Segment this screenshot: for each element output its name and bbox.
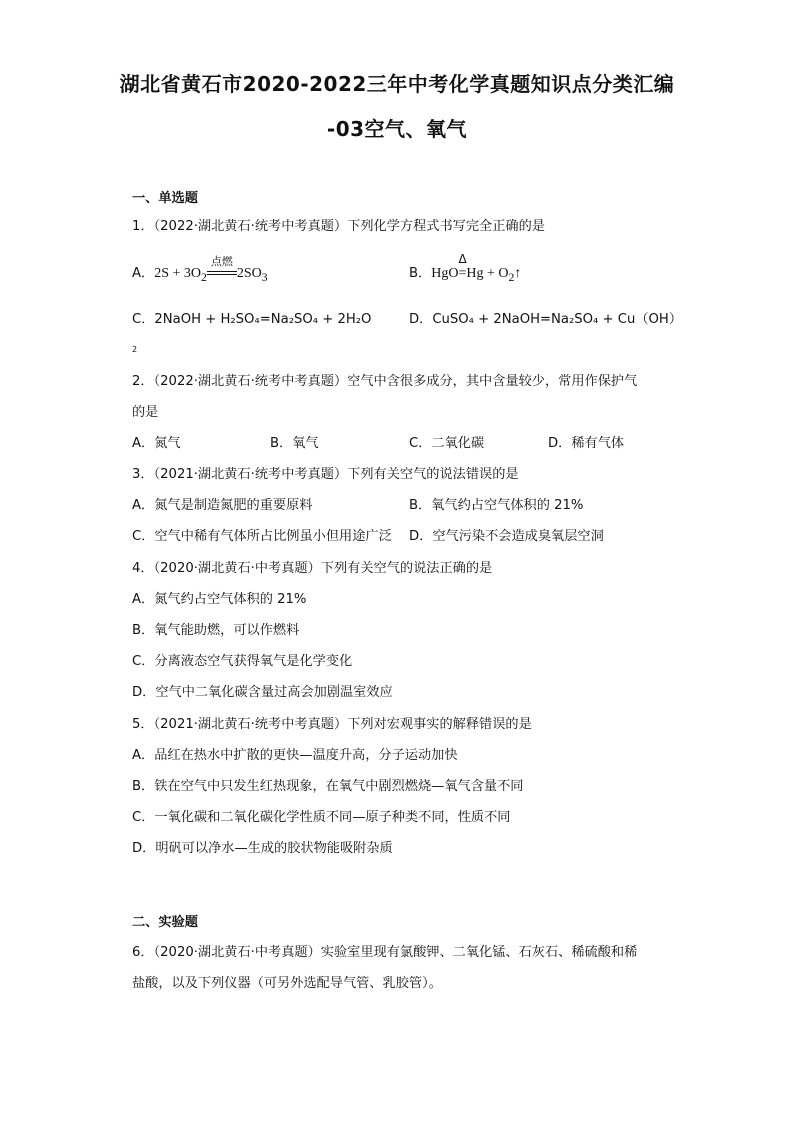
reaction-condition: 点燃: [207, 266, 237, 281]
document-title-line1: 湖北省黄石市2020-2022三年中考化学真题知识点分类汇编: [119, 72, 675, 96]
question-3-option-a: A．氮气是制造氮肥的重要原料: [132, 498, 313, 513]
question-2-option-b: B．氧气: [270, 436, 319, 451]
question-1-option-c: C．2NaOH + H₂SO₄=Na₂SO₄ + 2H₂O: [132, 312, 372, 327]
question-4-stem: 4．（2020·湖北黄石·中考真题）下列有关空气的说法正确的是: [132, 561, 493, 576]
equation-b-left: HgO: [431, 266, 459, 281]
section-heading-single-choice: 一、单选题: [132, 191, 198, 206]
question-1-option-a: [132, 255, 268, 284]
section-heading-experiment: 二、实验题: [132, 915, 198, 930]
question-3-option-b: B．氧气约占空气体积的 21%: [409, 498, 584, 513]
question-2-option-c: C．二氧化碳: [409, 436, 485, 451]
question-2-stem-line1: 2．（2022·湖北黄石·统考中考真题）空气中含很多成分，其中含量较少，常用作保护气: [132, 374, 638, 389]
question-6-stem-line2: 盐酸，以及下列仪器（可另外选配导气管、乳胶管）。: [132, 976, 442, 991]
question-5-option-d: D．明矾可以净水—生成的胶状物能吸附杂质: [132, 841, 393, 856]
question-1-stem: 1．（2022·湖北黄石·统考中考真题）下列化学方程式书写完全正确的是: [132, 219, 545, 234]
question-1-option-b: [409, 252, 522, 284]
question-4-option-c: C．分离液态空气获得氧气是化学变化: [132, 654, 353, 669]
question-2-option-a: A．氮气: [132, 436, 181, 451]
question-3-stem: 3．（2021·湖北黄石·统考中考真题）下列有关空气的说法错误的是: [132, 467, 519, 482]
option-label: A．: [132, 266, 155, 281]
question-2-stem-line2: 的是: [132, 405, 159, 420]
question-3-option-d: D．空气污染不会造成臭氧层空洞: [409, 529, 604, 544]
question-4-option-d: D．空气中二氧化碳含量过高会加剧温室效应: [132, 685, 393, 700]
question-5-option-a: A．品红在热水中扩散的更快—温度升高，分子运动加快: [132, 748, 458, 763]
question-1-option-d-continuation: 2: [132, 345, 138, 354]
question-1-option-d: D．CuSO₄ + 2NaOH=Na₂SO₄ + Cu（OH）: [409, 312, 683, 327]
question-5-option-b: B．铁在空气中只发生红热现象，在氧气中剧烈燃烧—氧气含量不同: [132, 779, 524, 794]
question-4-option-b: B．氧气能助燃，可以作燃料: [132, 623, 300, 638]
question-4-option-a: A．氮气约占空气体积的 21%: [132, 592, 307, 607]
question-5-stem: 5．（2021·湖北黄石·统考中考真题）下列对宏观事实的解释错误的是: [132, 717, 532, 732]
document-title-line2: -03空气、氧气: [326, 117, 468, 141]
option-label: B．: [409, 266, 432, 281]
question-3-option-c: C．空气中稀有气体所占比例虽小但用途广泛: [132, 529, 392, 544]
equation-a-left: $2S + 3O_2$: [154, 266, 207, 284]
question-2-option-d: D．稀有气体: [548, 436, 625, 451]
heat-condition: Δ =: [458, 252, 467, 281]
equation-b-right: $Hg + O_2↑$: [466, 266, 522, 284]
question-6-stem-line1: 6．（2020·湖北黄石·中考真题）实验室里现有氯酸钾、二氧化锰、石灰石、稀硫酸和稀: [132, 945, 638, 960]
equation-a-right: $2SO_3$: [236, 266, 268, 284]
question-5-option-c: C．一氧化碳和二氧化碳化学性质不同—原子种类不同，性质不同: [132, 810, 511, 825]
